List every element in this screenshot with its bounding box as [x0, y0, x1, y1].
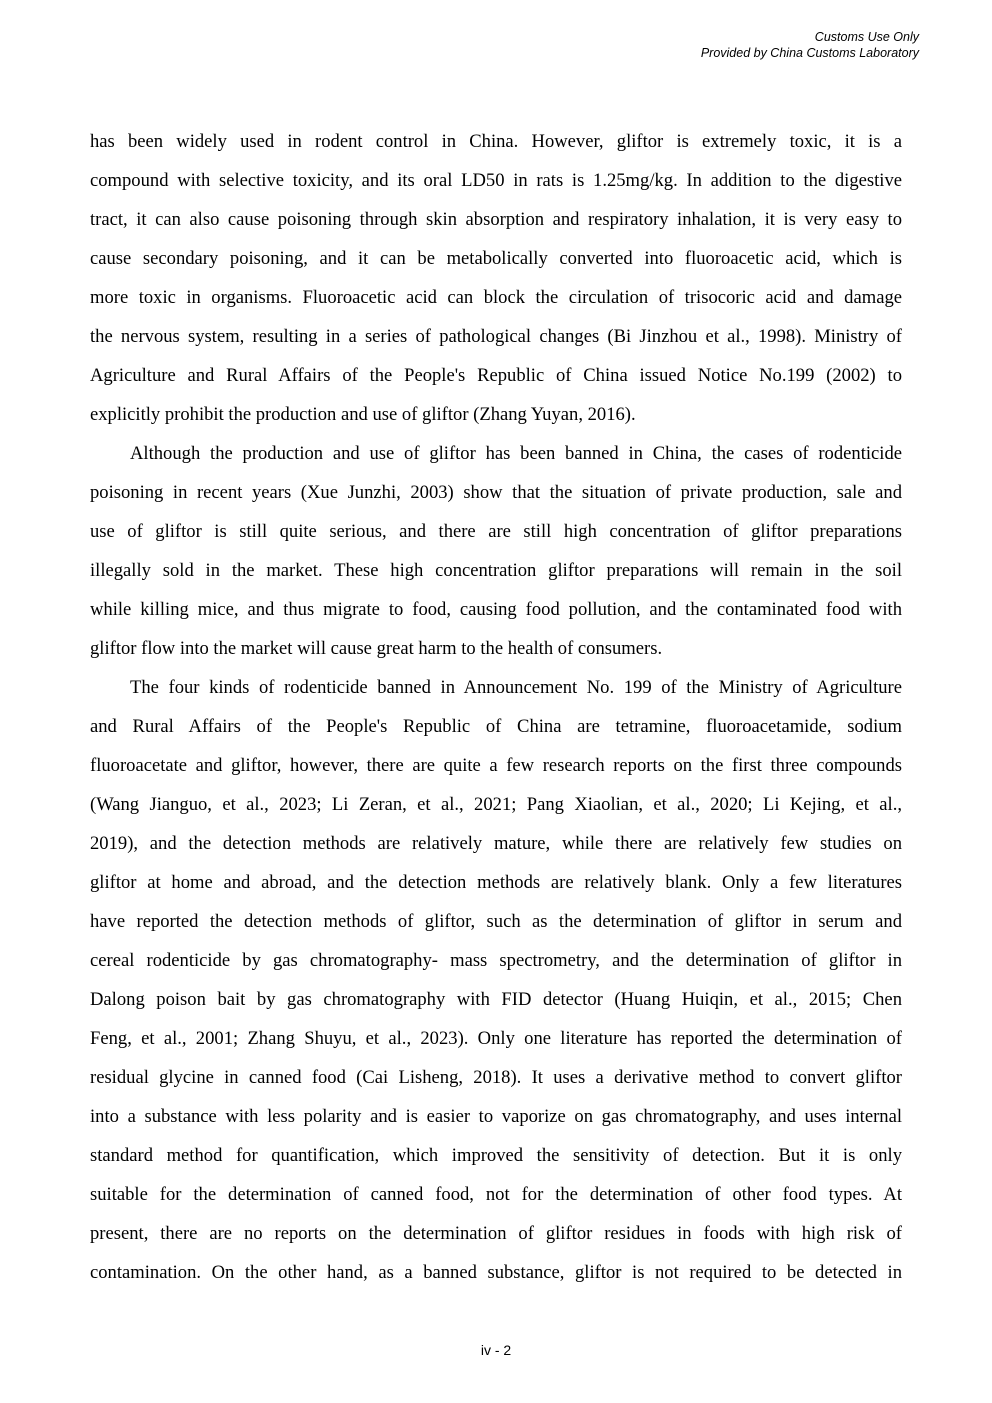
text-line: illegally sold in the market. These high concentration gliftor preparations will remain in the soil — [90, 560, 902, 581]
text-line: contamination. On the other hand, as a banned substance, gliftor is not required to be detected in — [90, 1262, 902, 1283]
text-line: suitable for the determination of canned food, not for the determination of other food types. At — [90, 1184, 902, 1205]
text-line: gliftor flow into the market will cause great harm to the health of consumers. — [90, 638, 663, 659]
text-line: residual glycine in canned food (Cai Lisheng, 2018). It uses a derivative method to convert gliftor — [90, 1067, 902, 1088]
text-line: while killing mice, and thus migrate to food, causing food pollution, and the contaminated food with — [90, 599, 902, 620]
paragraph — [90, 122, 902, 434]
text-line: have reported the detection methods of gliftor, such as the determination of gliftor in serum and — [90, 911, 902, 932]
text-line: cereal rodenticide by gas chromatography- mass spectrometry, and the determination of gliftor in — [90, 950, 902, 971]
text-line: compound with selective toxicity, and its oral LD50 in rats is 1.25mg/kg. In addition to the digestive — [90, 170, 902, 191]
text-line: use of gliftor is still quite serious, and there are still high concentration of gliftor preparations — [90, 521, 902, 542]
text-line: gliftor at home and abroad, and the detection methods are relatively blank. Only a few literatures — [90, 872, 902, 893]
header-provider: Provided by China Customs Laboratory — [700, 46, 919, 60]
text-line: standard method for quantification, which improved the sensitivity of detection. But it is only — [90, 1145, 902, 1166]
text-line: The four kinds of rodenticide banned in Announcement No. 199 of the Ministry of Agriculture — [130, 677, 902, 698]
text-line: has been widely used in rodent control in China. However, gliftor is extremely toxic, it is a — [90, 131, 902, 152]
text-line: and Rural Affairs of the People's Republic of China are tetramine, fluoroacetamide, sodium — [90, 716, 902, 737]
text-line: Agriculture and Rural Affairs of the People's Republic of China issued Notice No.199 (2002) to — [90, 365, 902, 386]
text-line: cause secondary poisoning, and it can be metabolically converted into fluoroacetic acid, which is — [90, 248, 902, 269]
paragraph — [90, 434, 902, 668]
text-line: tract, it can also cause poisoning through skin absorption and respiratory inhalation, it is very easy to — [90, 209, 902, 230]
text-line: into a substance with less polarity and is easier to vaporize on gas chromatography, and uses internal — [90, 1106, 902, 1127]
text-line: fluoroacetate and gliftor, however, there are quite a few research reports on the first three compounds — [90, 755, 902, 776]
page-header — [701, 29, 919, 61]
text-line: explicitly prohibit the production and use of gliftor (Zhang Yuyan, 2016). — [90, 404, 636, 425]
header-classification: Customs Use Only — [814, 30, 919, 44]
text-line: 2019), and the detection methods are relatively mature, while there are relatively few studies on — [90, 833, 902, 854]
paragraph — [90, 668, 902, 1292]
text-line: the nervous system, resulting in a series of pathological changes (Bi Jinzhou et al., 1998). Ministry of — [90, 326, 902, 347]
document-body — [90, 122, 902, 1292]
text-line: present, there are no reports on the determination of gliftor residues in foods with high risk of — [90, 1223, 902, 1244]
text-line: more toxic in organisms. Fluoroacetic acid can block the circulation of trisocoric acid and damage — [90, 287, 902, 308]
page-number: iv - 2 — [480, 1342, 512, 1358]
text-line: Dalong poison bait by gas chromatography with FID detector (Huang Huiqin, et al., 2015; Chen — [90, 989, 902, 1010]
text-line: Although the production and use of gliftor has been banned in China, the cases of rodenticide — [130, 443, 902, 464]
text-line: poisoning in recent years (Xue Junzhi, 2003) show that the situation of private production, sale and — [90, 482, 902, 503]
text-line: (Wang Jianguo, et al., 2023; Li Zeran, et al., 2021; Pang Xiaolian, et al., 2020; Li Kejing, et al., — [90, 794, 902, 815]
text-line: Feng, et al., 2001; Zhang Shuyu, et al., 2023). Only one literature has reported the determination of — [90, 1028, 902, 1049]
